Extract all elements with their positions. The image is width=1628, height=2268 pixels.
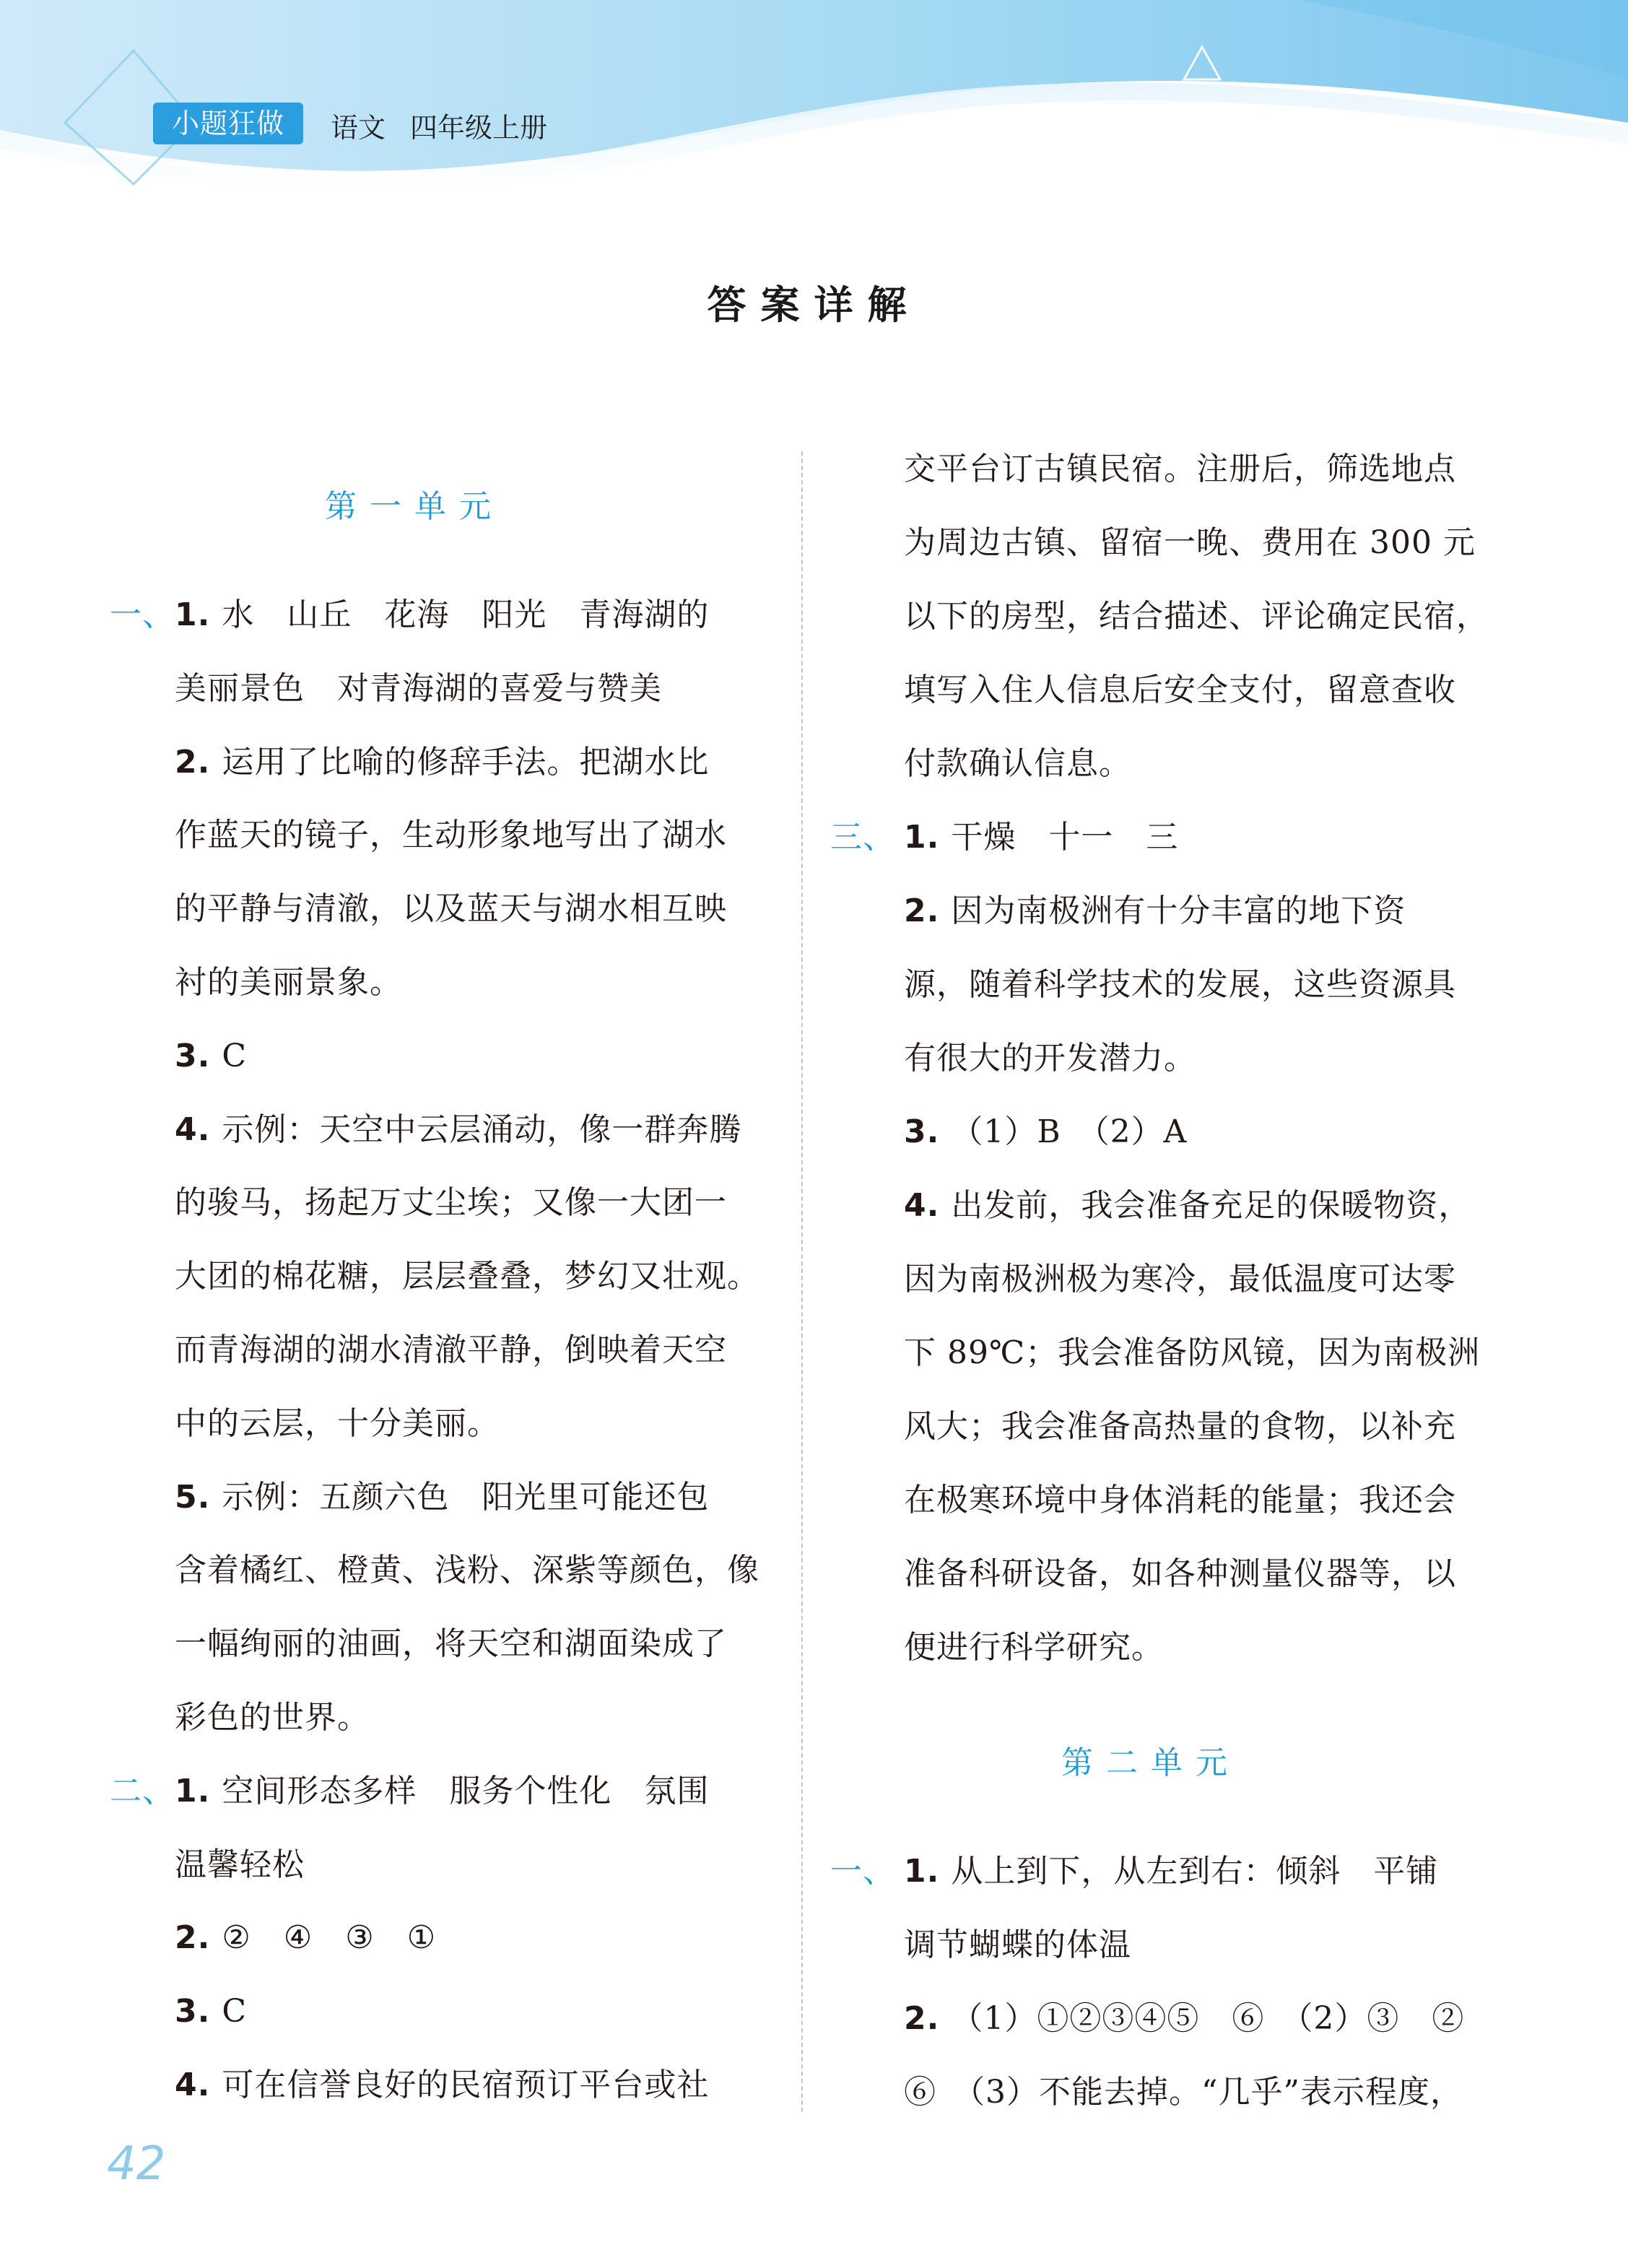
question-number: 5. — [175, 1478, 211, 1516]
answer-line — [830, 1850, 1439, 1893]
answer-line — [175, 1402, 500, 1446]
answer-text: 干燥 十一 三 — [951, 819, 1179, 856]
answer-line — [904, 742, 1131, 786]
grade-label: 四年级上册 — [410, 112, 548, 144]
answer-text: 彩色的世界。 — [175, 1699, 370, 1736]
answer-text: 为周边古镇、留宿一晚、费用在 300 元 — [904, 524, 1476, 561]
question-number: 2. — [904, 892, 940, 929]
answer-text: 可在信誉良好的民宿预订平台或社 — [222, 2067, 710, 2103]
section-marker: 三、 — [830, 819, 895, 856]
answer-text: 示例：天空中云层涌动，像一群奔腾 — [222, 1111, 742, 1148]
answer-line — [175, 741, 709, 784]
answer-line — [904, 1405, 1456, 1448]
answer-line — [175, 1843, 305, 1887]
answer-text: 风大；我会准备高热量的食物，以补充 — [904, 1408, 1456, 1445]
answer-line — [175, 1549, 759, 1592]
series-badge: 小题狂做 — [153, 103, 303, 144]
answer-text: 空间形态多样 服务个性化 氛围 — [222, 1772, 710, 1809]
answer-text: 美丽景色 对青海湖的喜爱与赞美 — [175, 669, 662, 707]
answer-text: 准备科研设备，如各种测量仪器等，以 — [904, 1555, 1456, 1592]
answer-text: 衬的美丽景象。 — [175, 964, 402, 1001]
question-number: 3. — [175, 1993, 211, 2030]
header-wave-banner — [0, 0, 1628, 195]
answer-text: 下 89℃；我会准备防风镜，因为南极洲 — [904, 1334, 1481, 1371]
answer-line — [175, 1916, 436, 1960]
answer-line — [904, 1626, 1164, 1669]
answer-line — [175, 961, 402, 1004]
answer-text: 大团的棉花糖，层层叠叠，梦幻又壮观。 — [175, 1258, 759, 1295]
answer-line — [175, 814, 727, 857]
answer-text: 温馨轻松 — [175, 1846, 305, 1883]
page-title: 答案详解 — [707, 282, 921, 328]
answer-line — [904, 1924, 1131, 1967]
answer-line — [904, 1479, 1456, 1522]
subject-label: 语文 — [331, 112, 386, 144]
answer-text: 的平静与清澈，以及蓝天与湖水相互映 — [175, 890, 727, 928]
answer-line — [175, 667, 662, 711]
answer-text: 交平台订古镇民宿。注册后，筛选地点 — [904, 451, 1456, 487]
answer-line — [175, 1696, 370, 1739]
answer-line — [904, 1997, 1464, 2041]
section-marker: 一、 — [830, 1853, 895, 1890]
answer-text: 出发前，我会准备充足的保暖物资， — [951, 1187, 1471, 1224]
answer-line — [904, 1184, 1471, 1228]
answer-text: 含着橘红、橙黄、浅粉、深紫等颜色，像 — [175, 1552, 759, 1589]
unit-title-1: 第一单元 — [325, 488, 504, 525]
answer-text: （1）①②③④⑤ ⑥ （2）③ ② — [951, 2000, 1465, 2037]
answer-line — [904, 2071, 1463, 2114]
answer-text: 便进行科学研究。 — [904, 1629, 1164, 1666]
answer-line — [904, 1331, 1480, 1375]
answer-line — [904, 595, 1489, 638]
answer-text: 因为南极洲有十分丰富的地下资 — [951, 892, 1406, 929]
answer-text: 的骏马，扬起万丈尘埃；又像一大团一 — [175, 1184, 727, 1222]
unit-title-2: 第二单元 — [1061, 1745, 1240, 1781]
answer-text: 有很大的开发潜力。 — [904, 1040, 1196, 1077]
question-number: 4. — [175, 1111, 211, 1148]
answer-line — [175, 1329, 727, 1372]
question-number: 2. — [175, 743, 211, 781]
answer-text: 从上到下，从左到右：倾斜 平铺 — [951, 1853, 1439, 1890]
answer-text: 付款确认信息。 — [904, 745, 1131, 782]
answer-text: （1）B （2）A — [951, 1113, 1188, 1150]
answer-text: 示例：五颜六色 阳光里可能还包 — [222, 1478, 710, 1516]
question-number: 1. — [175, 1772, 211, 1809]
answer-line — [904, 1552, 1456, 1596]
answer-line — [904, 890, 1406, 933]
answer-text: 调节蝴蝶的体温 — [904, 1926, 1131, 1963]
question-number: 2. — [175, 1919, 211, 1957]
answer-line — [175, 887, 727, 931]
answer-line — [175, 1476, 709, 1519]
answer-line — [904, 1111, 1187, 1154]
question-number: 1. — [175, 596, 211, 633]
answer-line — [175, 1622, 727, 1666]
answer-line — [904, 448, 1456, 491]
question-number: 4. — [904, 1187, 940, 1224]
answer-line — [175, 1035, 247, 1078]
answer-line — [175, 1990, 247, 2033]
section-marker: 二、 — [110, 1772, 175, 1809]
answer-text: 因为南极洲极为寒冷，最低温度可达零 — [904, 1261, 1456, 1298]
answer-line — [904, 963, 1456, 1007]
answer-text: 中的云层，十分美丽。 — [175, 1404, 500, 1442]
answer-text: 源，随着科学技术的发展，这些资源具 — [904, 966, 1456, 1003]
section-marker: 一、 — [110, 596, 175, 633]
answer-text: 一幅绚丽的油画，将天空和湖面染成了 — [175, 1625, 727, 1663]
header-subject — [331, 105, 572, 145]
answer-text: 作蓝天的镜子，生动形象地写出了湖水 — [175, 817, 727, 854]
answer-text: ⑥ （3）不能去掉。“几乎”表示程度， — [904, 2074, 1463, 2111]
question-number: 4. — [175, 2067, 211, 2103]
question-number: 3. — [904, 1113, 940, 1150]
question-number: 1. — [904, 1853, 940, 1890]
answer-line — [175, 1255, 759, 1298]
answer-text: 以下的房型，结合描述、评论确定民宿， — [904, 598, 1489, 635]
answer-line — [904, 1037, 1196, 1080]
answer-text: 而青海湖的湖水清澈平静，倒映着天空 — [175, 1331, 727, 1368]
answer-line — [175, 1108, 741, 1152]
answer-text: 水 山丘 花海 阳光 青海湖的 — [222, 596, 710, 633]
page-number: 42 — [107, 2137, 166, 2191]
answer-line — [175, 1181, 727, 1225]
answer-text: ② ④ ③ ① — [222, 1919, 437, 1957]
question-number: 3. — [175, 1037, 211, 1074]
question-number: 2. — [904, 2000, 940, 2037]
question-number: 1. — [904, 819, 940, 856]
answer-text: 在极寒环境中身体消耗的能量；我还会 — [904, 1482, 1456, 1518]
answer-line — [904, 521, 1476, 565]
answer-line — [904, 669, 1456, 712]
answer-line — [110, 594, 710, 637]
answer-line — [175, 2064, 709, 2107]
answer-line — [110, 1770, 710, 1813]
answer-text: 填写入住人信息后安全支付，留意查收 — [904, 672, 1456, 708]
answer-text: C — [222, 1993, 248, 2030]
answer-text: C — [222, 1037, 248, 1074]
column-divider — [801, 451, 803, 2112]
answer-text: 运用了比喻的修辞手法。把湖水比 — [222, 743, 710, 781]
answer-line — [904, 1258, 1456, 1301]
answer-line — [830, 816, 1179, 859]
